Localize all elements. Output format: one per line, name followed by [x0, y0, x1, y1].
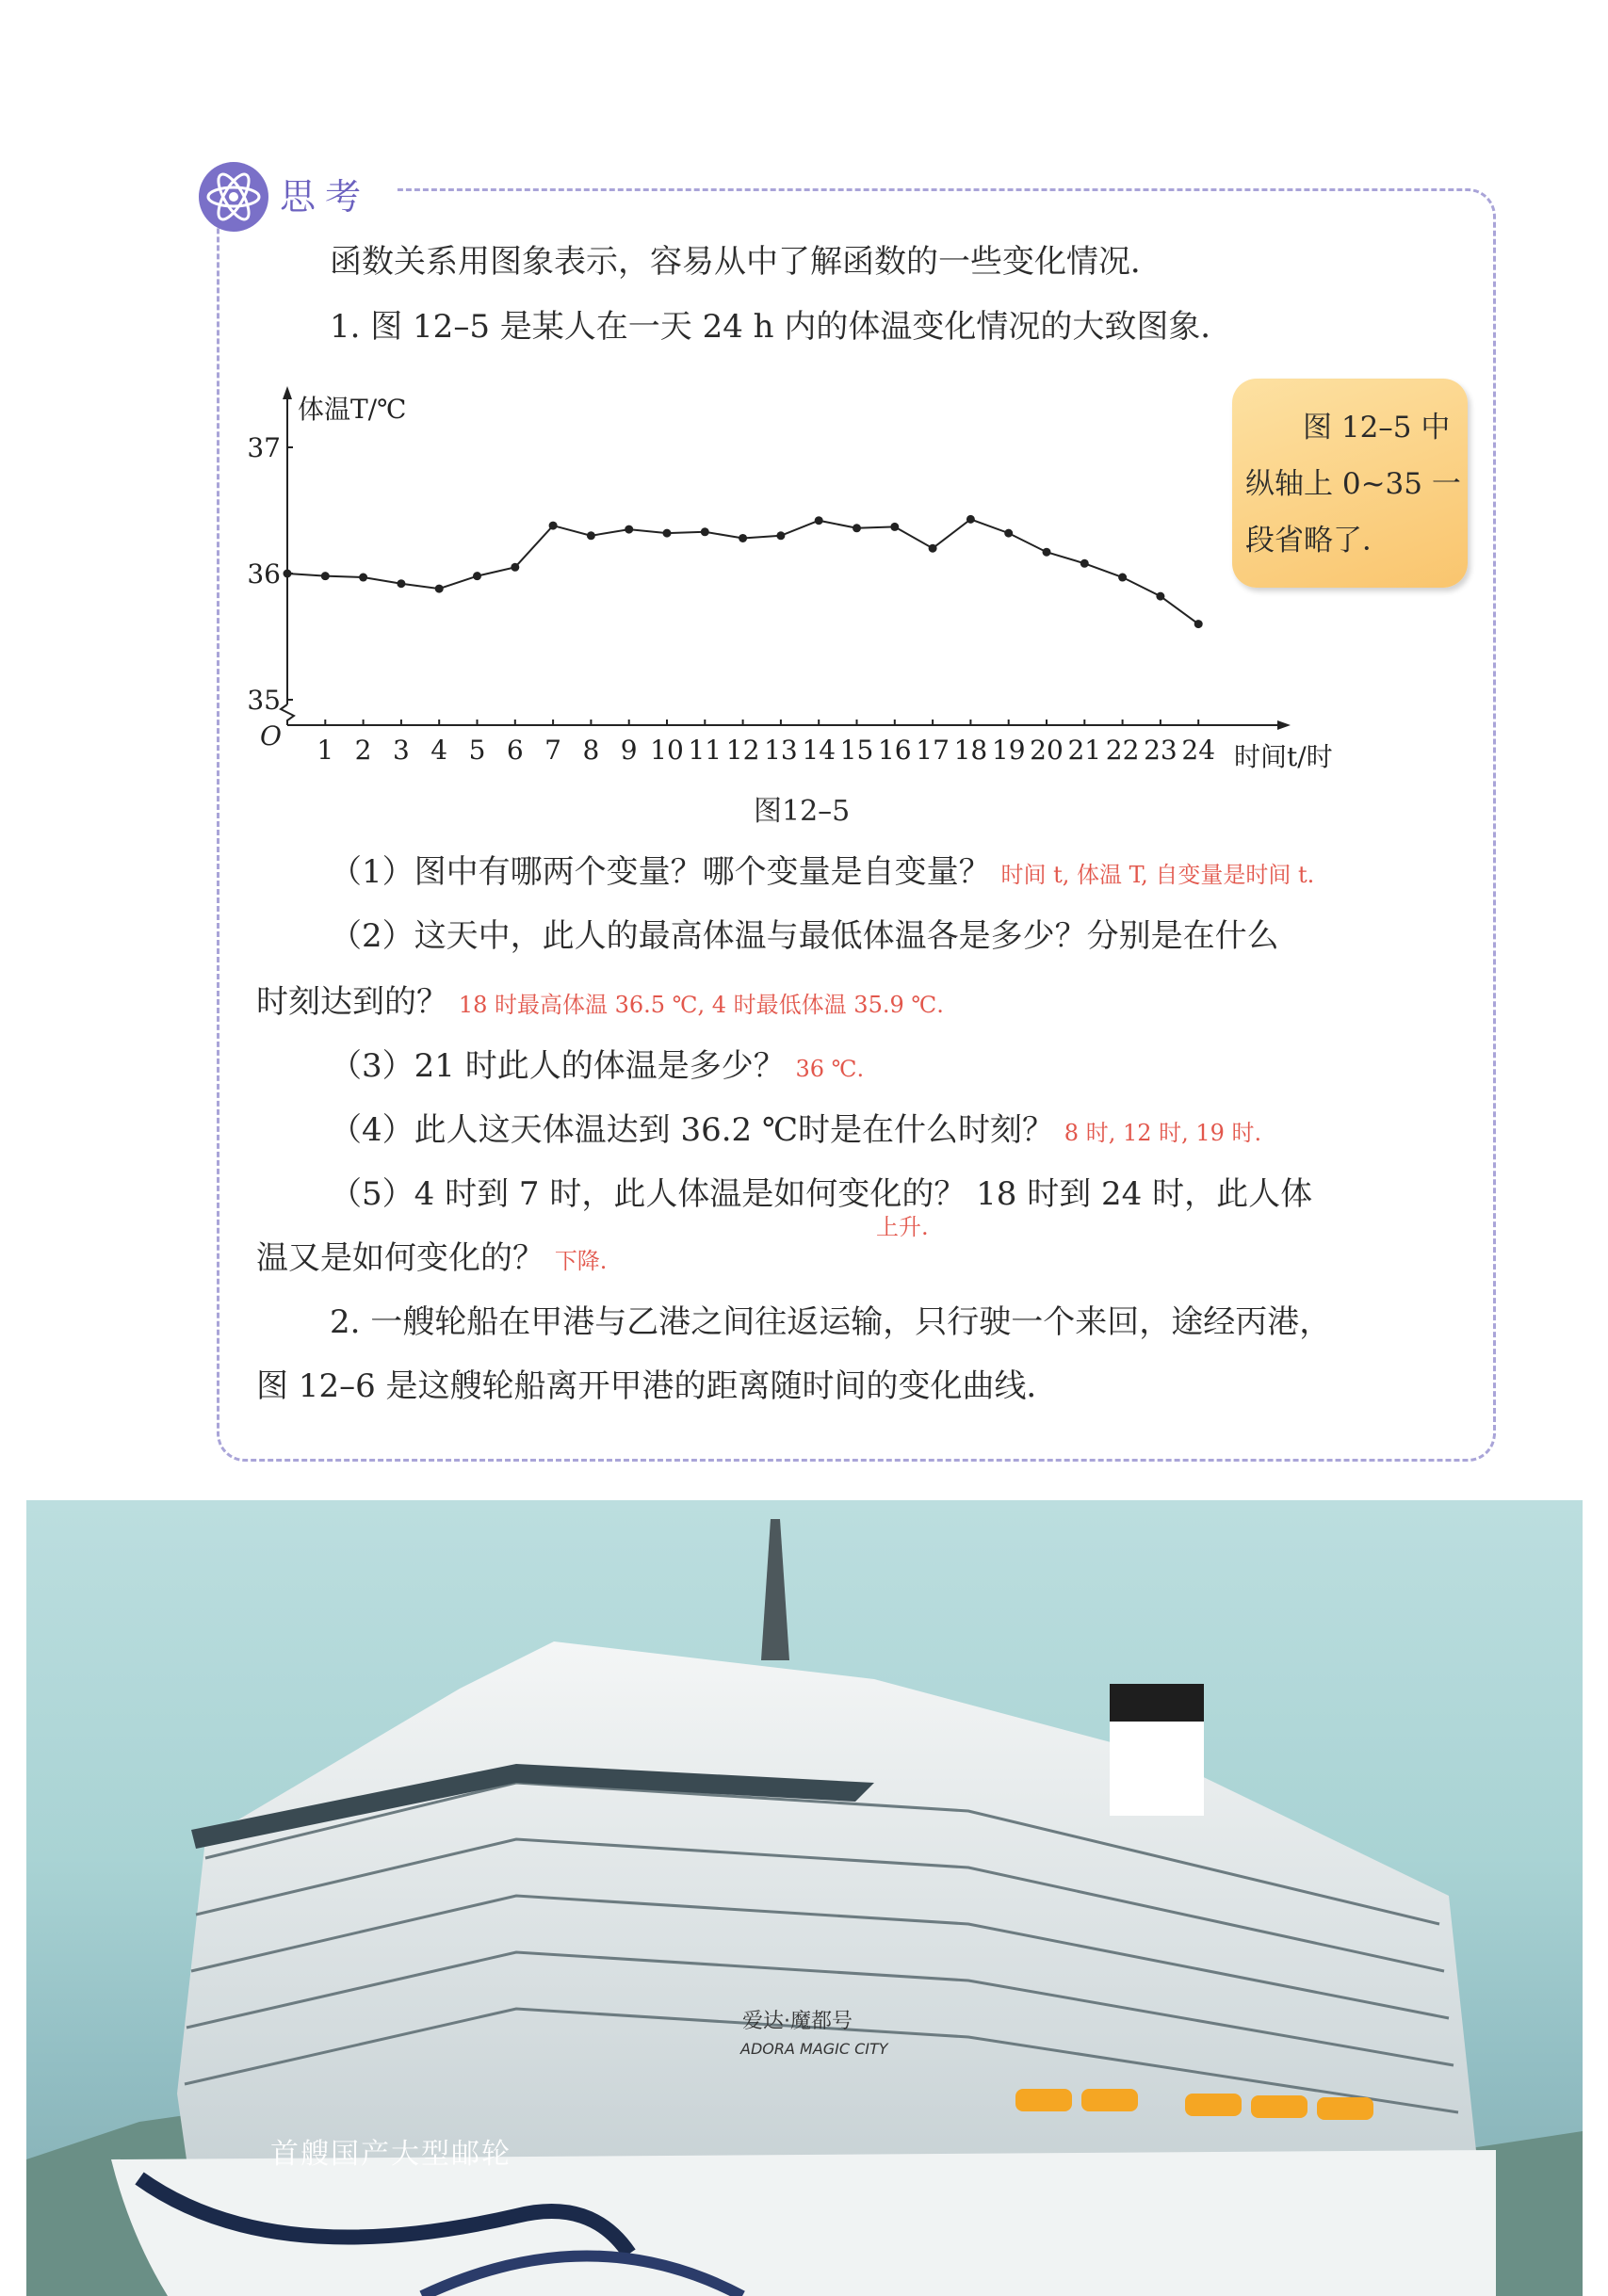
cruise-ship-photo — [26, 1500, 1583, 2296]
answer-1-1: 时间 t, 体温 T, 自变量是时间 t. — [1000, 862, 1315, 888]
x-tick-label: 16 — [877, 735, 912, 766]
x-axis-label: 时间t/时 — [1234, 741, 1333, 772]
x-tick-label: 24 — [1181, 735, 1216, 766]
data-point — [1080, 559, 1089, 568]
data-point — [815, 516, 823, 525]
x-tick-label: 19 — [991, 735, 1026, 766]
note-line: 段省略了． — [1245, 524, 1391, 558]
question-1-1: （1）图中有哪两个变量？哪个变量是自变量？ 时间 t, 体温 T, 自变量是时间 t. — [330, 853, 1315, 891]
data-point — [739, 534, 747, 542]
data-point — [1043, 548, 1051, 557]
data-point — [511, 563, 519, 572]
x-tick-label: 15 — [839, 735, 874, 766]
question-1-3: （3）21 时此人的体温是多少？ 36 ℃. — [330, 1047, 865, 1085]
answer-1-5a: 上升. — [876, 1214, 929, 1240]
photo-caption: 首艘国产大型邮轮 — [270, 2138, 512, 2171]
question-1-2-cont: 时刻达到的？ 18 时最高体温 36.5 ℃, 4 时最低体温 35.9 ℃. — [256, 983, 944, 1021]
side-note — [1232, 379, 1468, 588]
x-tick-label: 5 — [468, 735, 486, 766]
answer-1-2: 18 时最高体温 36.5 ℃, 4 时最低体温 35.9 ℃. — [458, 992, 944, 1018]
data-point — [1194, 620, 1203, 628]
x-tick-label: 23 — [1144, 735, 1178, 766]
question-1-5-cont: 温又是如何变化的？ 下降. — [256, 1239, 608, 1277]
x-tick-label: 20 — [1030, 735, 1064, 766]
x-tick-label: 22 — [1105, 735, 1140, 766]
ship-name-cn: 爱达·魔都号 — [742, 2010, 853, 2033]
ship-name-en: ADORA MAGIC CITY — [740, 2040, 888, 2058]
data-point — [549, 522, 558, 530]
data-point — [397, 579, 405, 588]
question-1-text: 1. 图 12–5 是某人在一天 24 h 内的体温变化情况的大致图象． — [330, 308, 1233, 346]
x-tick-label: 10 — [650, 735, 684, 766]
intro-text: 函数关系用图象表示，容易从中了解函数的一些变化情况． — [330, 243, 1162, 281]
question-1-5: （5）4 时到 7 时，此人体温是如何变化的？ 18 时到 24 时，此人体 — [330, 1175, 1313, 1213]
data-point — [1118, 574, 1127, 582]
data-point — [1156, 592, 1164, 601]
data-point — [435, 585, 444, 593]
data-point — [1004, 529, 1013, 538]
answer-1-5b: 下降. — [554, 1248, 608, 1274]
data-point — [284, 570, 292, 578]
x-tick-label: 6 — [506, 735, 524, 766]
x-tick-label: 13 — [764, 735, 798, 766]
x-tick-label: 8 — [582, 735, 600, 766]
x-tick-label: 11 — [688, 735, 723, 766]
x-tick-label: 21 — [1067, 735, 1102, 766]
question-1-2: （2）这天中，此人的最高体温与最低体温各是多少？分别是在什么 — [330, 917, 1279, 955]
section-title: 思考 — [280, 176, 371, 218]
data-point — [929, 544, 937, 553]
y-tick-label: 37 — [247, 432, 281, 463]
note-line: 图 12–5 中 — [1303, 411, 1451, 445]
data-point — [321, 572, 330, 580]
data-point — [776, 531, 785, 540]
x-tick-label: 9 — [620, 735, 638, 766]
y-axis-label: 体温T/℃ — [298, 394, 407, 425]
x-tick-label: 14 — [802, 735, 836, 766]
origin-label: O — [260, 720, 282, 752]
data-point — [966, 515, 975, 524]
x-tick-label: 7 — [544, 735, 562, 766]
x-axis-arrow — [1277, 720, 1291, 730]
y-tick-label: 36 — [247, 558, 281, 590]
answer-1-3: 36 ℃. — [795, 1056, 865, 1082]
x-tick-label: 17 — [916, 735, 950, 766]
data-point — [701, 527, 709, 536]
data-point — [359, 574, 367, 582]
data-point — [853, 524, 861, 532]
question-2-line2: 图 12–6 是这艘轮船离开甲港的距离随时间的变化曲线． — [256, 1367, 1059, 1405]
figure-caption: 图12–5 — [754, 795, 851, 828]
question-2-line1: 2. 一艘轮船在甲港与乙港之间往返运输，只行驶一个来回，途经丙港， — [330, 1303, 1332, 1341]
axis-break — [281, 704, 294, 725]
answer-1-4: 8 时, 12 时, 19 时. — [1064, 1120, 1262, 1146]
y-tick-label: 35 — [247, 685, 281, 716]
data-point — [473, 572, 481, 580]
y-axis-arrow — [283, 386, 292, 399]
x-tick-label: 2 — [354, 735, 372, 766]
x-tick-label: 12 — [725, 735, 760, 766]
x-tick-label: 1 — [317, 735, 334, 766]
data-point — [587, 531, 595, 540]
x-tick-label: 18 — [953, 735, 988, 766]
question-1-4: （4）此人这天体温达到 36.2 ℃时是在什么时刻？ 8 时, 12 时, 19 时. — [330, 1111, 1262, 1149]
note-line: 纵轴上 0~35 一 — [1245, 467, 1461, 501]
data-point — [663, 529, 672, 538]
x-tick-label: 4 — [430, 735, 448, 766]
data-point — [625, 525, 633, 534]
data-point — [890, 523, 899, 531]
x-tick-label: 3 — [392, 735, 410, 766]
